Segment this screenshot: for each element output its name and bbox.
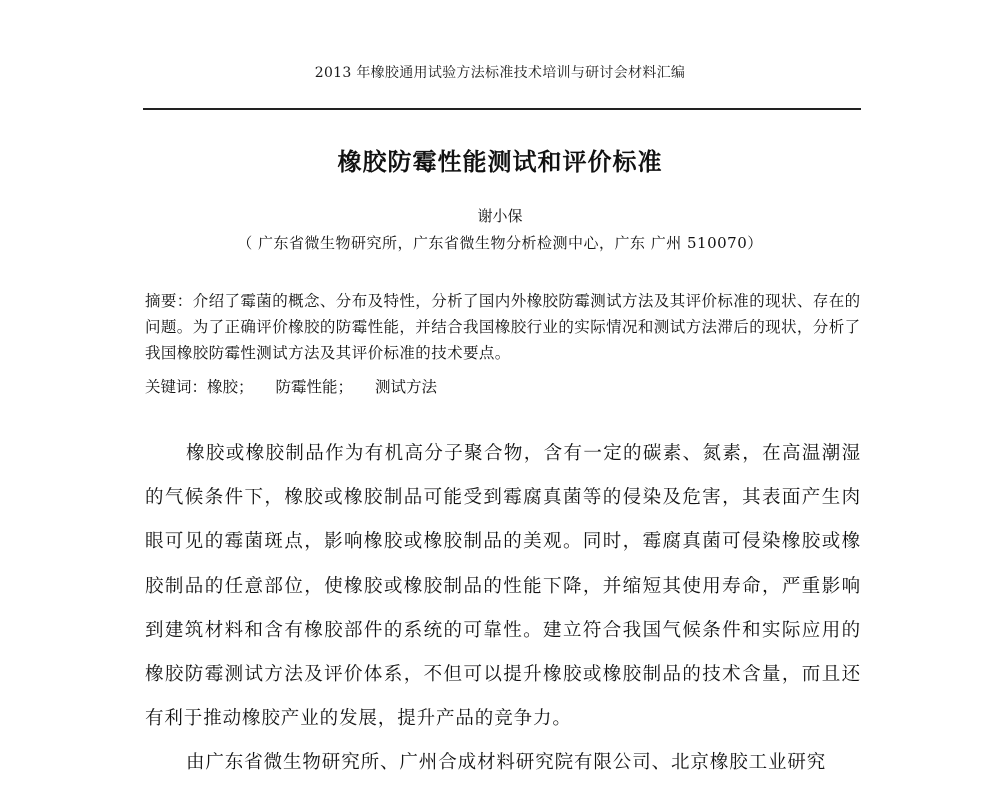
paper-title: 橡胶防霉性能测试和评价标准 — [337, 148, 663, 176]
keywords — [145, 374, 861, 400]
body-paragraph-partial: 由广东省微生物研究所、广州合成材料研究院有限公司、北京橡胶工业研究 — [186, 752, 827, 774]
keyword-item: 测试方法 — [375, 378, 438, 396]
author-name: 谢小保 — [477, 207, 523, 225]
header-divider — [143, 108, 861, 110]
body-paragraph: 橡胶或橡胶制品作为有机高分子聚合物，含有一定的碳素、氮素，在高温潮湿的气候条件下，橡胶或橡胶制品可能受到霉腐真菌等的侵染及危害，其表面产生肉眼可见的霉菌斑点，影响橡胶或橡胶制品的美观。同时，霉腐真菌可侵染橡胶或橡胶制品的任意部位，使橡胶或橡胶制品的性能下降，并缩短其使用寿命，严重影响到建筑材料和含有橡胶部件的系统的可靠性。建立符合我国气候条件和实际应用的橡胶防霉测试方法及评价体系，不但可以提升橡胶或橡胶制品的技术含量，而且还有利于推动橡胶产业的发展，提升产品的竞争力。 — [145, 443, 861, 730]
keyword-item: 防霉性能； — [275, 378, 354, 396]
keyword-item: 橡胶； — [207, 378, 254, 396]
body-text — [145, 432, 861, 786]
keywords-label: 关键词： — [145, 378, 208, 396]
running-header: 2013 年橡胶通用试验方法标准技术培训与研讨会材料汇编 — [314, 65, 686, 81]
abstract: 摘要：介绍了霉菌的概念、分布及特性，分析了国内外橡胶防霉测试方法及其评价标准的现状、存在的问题。为了正确评价橡胶的防霉性能，并结合我国橡胶行业的实际情况和测试方法滞后的现状，分析了我国橡胶防霉性测试方法及其评价标准的技术要点。 — [145, 292, 861, 362]
author-affiliation: （ 广东省微生物研究所，广东省微生物分析检测中心，广东 广州 510070） — [237, 234, 763, 252]
